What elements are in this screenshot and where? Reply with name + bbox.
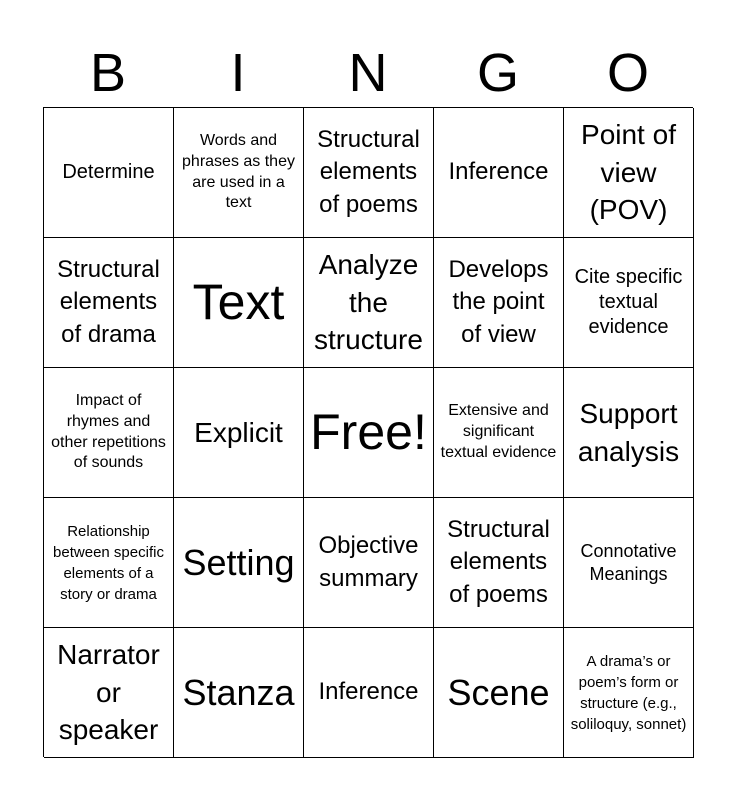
- bingo-cell[interactable]: [304, 238, 434, 368]
- cell-text: Inference: [448, 158, 549, 186]
- cell-text: Structural elements of drama: [57, 255, 160, 348]
- bingo-cell[interactable]: [44, 108, 174, 238]
- cell-text: Connotative Meanings: [580, 541, 677, 584]
- cell-text: Extensive and significant textual evidence: [440, 402, 557, 461]
- cell-text: Text: [192, 274, 285, 330]
- bingo-board: [43, 107, 693, 757]
- bingo-cell[interactable]: [304, 628, 434, 758]
- cell-text: Impact of rhymes and other repetitions of sounds: [51, 391, 166, 472]
- bingo-cell[interactable]: [174, 238, 304, 368]
- cell-text: Determine: [62, 161, 155, 183]
- bingo-cell[interactable]: [44, 238, 174, 368]
- cell-text: Explicit: [194, 416, 283, 448]
- cell-text: Scene: [447, 671, 550, 713]
- cell-text: Objective summary: [318, 532, 419, 592]
- cell-text: Cite specific textual evidence: [574, 266, 683, 338]
- bingo-cell[interactable]: [44, 498, 174, 628]
- bingo-cell[interactable]: [434, 628, 564, 758]
- header-letter-i: I: [230, 43, 246, 103]
- free-space-cell[interactable]: [304, 368, 434, 498]
- cell-text: Develops the point of view: [448, 255, 549, 348]
- bingo-cell[interactable]: [434, 498, 564, 628]
- bingo-cell[interactable]: [434, 108, 564, 238]
- header-letter-o: O: [606, 43, 649, 103]
- bingo-cell[interactable]: [564, 238, 694, 368]
- cell-text: Narrator or speaker: [57, 638, 160, 746]
- cell-text: Inference: [318, 678, 419, 706]
- header-letter-n: N: [348, 43, 388, 103]
- cell-text: Structural elements of poems: [447, 515, 550, 608]
- cell-text: Setting: [182, 541, 295, 583]
- bingo-cell[interactable]: [564, 368, 694, 498]
- bingo-header: [43, 40, 693, 106]
- bingo-cell[interactable]: [174, 628, 304, 758]
- cell-text: Free!: [310, 404, 427, 460]
- bingo-cell[interactable]: [564, 498, 694, 628]
- bingo-cell[interactable]: [304, 108, 434, 238]
- bingo-cell[interactable]: [304, 498, 434, 628]
- bingo-cell[interactable]: [564, 628, 694, 758]
- cell-text: Analyze the structure: [314, 248, 423, 356]
- bingo-cell[interactable]: [174, 498, 304, 628]
- cell-text: Support analysis: [577, 397, 680, 467]
- header-letter-g: G: [476, 43, 519, 103]
- cell-text: Point of view (POV): [581, 118, 676, 226]
- cell-text: Words and phrases as they are used in a text: [182, 131, 295, 212]
- bingo-cell[interactable]: [44, 628, 174, 758]
- header-letter-b: B: [89, 43, 127, 103]
- bingo-cell[interactable]: [44, 368, 174, 498]
- bingo-cell[interactable]: [174, 108, 304, 238]
- cell-text: Relationship between specific elements of a story or drama: [53, 522, 164, 603]
- bingo-cell[interactable]: [434, 368, 564, 498]
- bingo-cell[interactable]: [564, 108, 694, 238]
- cell-text: Structural elements of poems: [317, 125, 420, 218]
- cell-text: A drama’s or poem’s form or structure (e.g., soliloquy, sonnet): [570, 652, 687, 733]
- bingo-cell[interactable]: [174, 368, 304, 498]
- bingo-cell[interactable]: [434, 238, 564, 368]
- cell-text: Stanza: [182, 671, 295, 713]
